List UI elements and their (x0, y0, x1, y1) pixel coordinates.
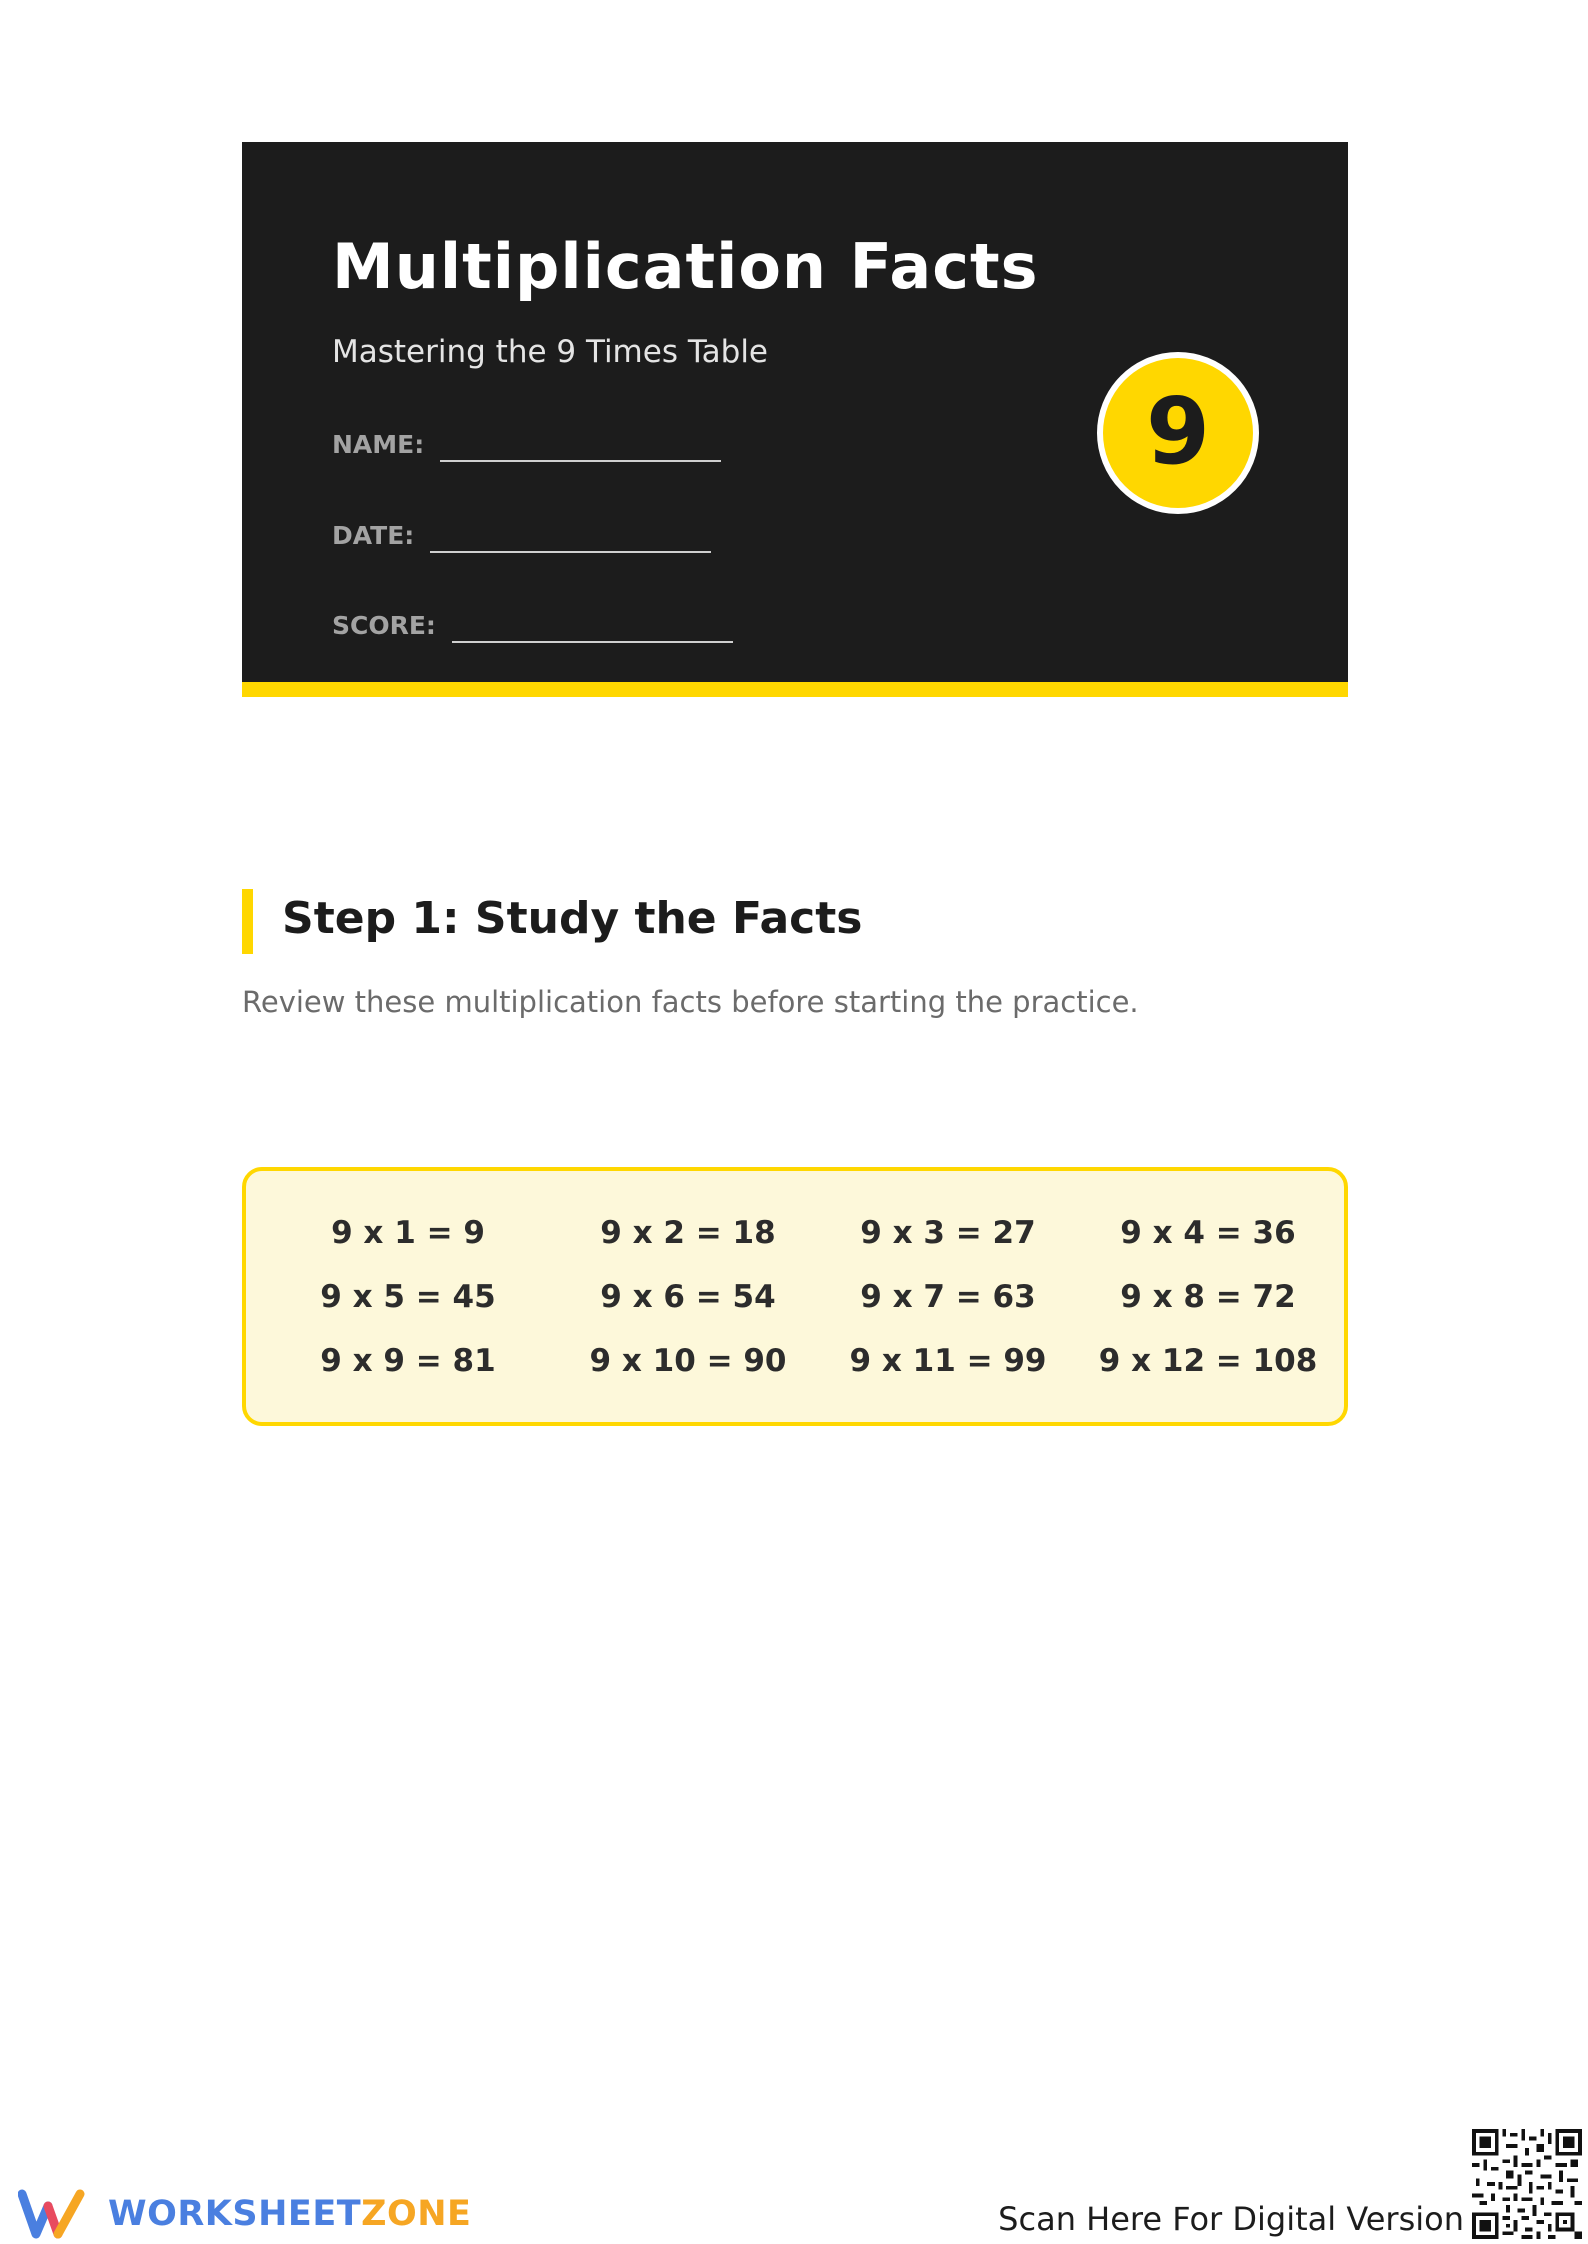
fact-item: 9 x 7 = 63 (860, 1279, 1036, 1315)
fact-item: 9 x 2 = 18 (600, 1215, 776, 1251)
logo-text-part2: ZONE (361, 2194, 472, 2234)
header-accent-bar (242, 682, 1348, 697)
fact-item: 9 x 6 = 54 (600, 1279, 776, 1315)
worksheet-subtitle: Mastering the 9 Times Table (332, 334, 768, 370)
fact-item: 9 x 8 = 72 (1120, 1279, 1296, 1315)
score-field (332, 601, 733, 641)
fact-item: 9 x 3 = 27 (860, 1215, 1036, 1251)
name-field (332, 420, 721, 460)
facts-box (242, 1167, 1348, 1426)
section-description: Review these multiplication facts before starting the practice. (242, 985, 1139, 1019)
qr-code-icon[interactable] (1472, 2129, 1582, 2239)
date-label: DATE: (332, 521, 415, 550)
fact-item: 9 x 9 = 81 (320, 1343, 496, 1379)
scan-text: Scan Here For Digital Version (998, 2200, 1464, 2238)
score-line (452, 641, 733, 643)
name-line (440, 460, 721, 462)
fact-item: 9 x 11 = 99 (849, 1343, 1047, 1379)
logo-text-part1: WORKSHEET (108, 2194, 362, 2234)
worksheetzone-logo[interactable] (18, 2188, 471, 2240)
fact-item: 9 x 12 = 108 (1098, 1343, 1318, 1379)
date-field (332, 511, 711, 551)
logo-text (108, 2194, 471, 2234)
logo-mark-icon (18, 2188, 94, 2240)
number-badge (1097, 352, 1259, 514)
badge-number: 9 (1145, 378, 1210, 485)
fact-item: 9 x 10 = 90 (589, 1343, 787, 1379)
date-line (430, 551, 711, 553)
worksheet-header (242, 142, 1348, 697)
fact-item: 9 x 4 = 36 (1120, 1215, 1296, 1251)
fact-item: 9 x 1 = 9 (331, 1215, 485, 1251)
fact-item: 9 x 5 = 45 (320, 1279, 496, 1315)
name-label: NAME: (332, 430, 425, 459)
worksheet-title: Multiplication Facts (332, 230, 1039, 303)
section-accent-bar (242, 889, 253, 954)
score-label: SCORE: (332, 611, 436, 640)
facts-grid (246, 1201, 1344, 1393)
section-title: Step 1: Study the Facts (282, 893, 863, 944)
